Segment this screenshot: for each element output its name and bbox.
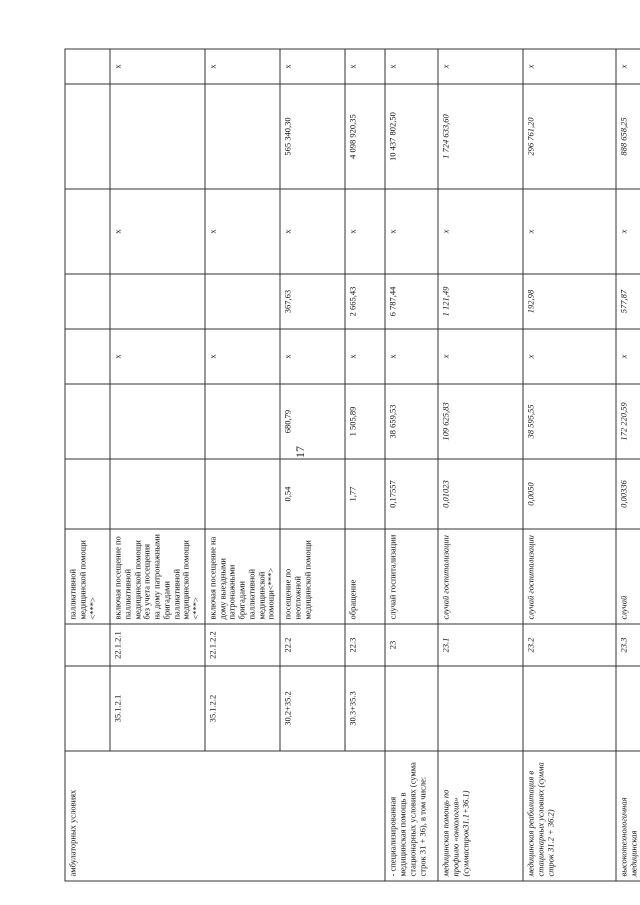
- unit-cell: паллиативной медицинской помощи <***>: [65, 529, 110, 624]
- unit-cell: случай госпитализации: [385, 529, 438, 624]
- value-cell: 888 658,25: [616, 84, 640, 189]
- cost-cell: 680,79: [280, 384, 345, 459]
- table-row: [616, 49, 640, 881]
- value-cell: [110, 274, 205, 329]
- code-cell: [616, 666, 640, 751]
- norm-cell: 0,00336: [616, 459, 640, 529]
- norm-cell: 1,77: [345, 459, 385, 529]
- line-cell: 22.3: [345, 624, 385, 666]
- x-cell: x: [385, 49, 438, 84]
- norm-cell: [205, 459, 280, 529]
- norm-cell: 0,54: [280, 459, 345, 529]
- value-cell: 367,63: [280, 274, 345, 329]
- x-cell: x: [110, 189, 205, 274]
- cost-cell: [110, 384, 205, 459]
- value-cell: 577,87: [616, 274, 640, 329]
- cost-cell: 172 220,59: [616, 384, 640, 459]
- x-cell: x: [385, 329, 438, 384]
- value-cell: 1 724 633,60: [438, 84, 523, 189]
- line-cell: 23.1: [438, 624, 523, 666]
- code-cell: [65, 666, 110, 751]
- line-cell: 23: [385, 624, 438, 666]
- x-cell: x: [438, 189, 523, 274]
- value-cell: 1 121,49: [438, 274, 523, 329]
- value-cell: 192,98: [523, 274, 616, 329]
- x-cell: x: [280, 329, 345, 384]
- label-cell: медицинская помощь по профилю «онкология» (суммастрок31.1+36.1): [438, 751, 523, 881]
- line-cell: 23.2: [523, 624, 616, 666]
- value-cell: 296 761,20: [523, 84, 616, 189]
- cost-cell: 1 505,89: [345, 384, 385, 459]
- value-cell: 10 437 802,50: [385, 84, 438, 189]
- x-cell: x: [345, 49, 385, 84]
- cost-cell: 38 659,53: [385, 384, 438, 459]
- x-cell: x: [205, 329, 280, 384]
- cost-cell: 109 625,83: [438, 384, 523, 459]
- x-cell: x: [523, 189, 616, 274]
- label-cell: медицинская реабилитация в стационарных условиях (сумма строк 31.2 + 36.2): [523, 751, 616, 881]
- norm-cell: 0,01023: [438, 459, 523, 529]
- value-cell: 2 665,43: [345, 274, 385, 329]
- x-cell: x: [523, 329, 616, 384]
- label-cell: - специализированная медицинская помощь в стационарных условиях (сумма строк 31 + 36), в том числе:: [385, 751, 438, 881]
- x-cell: x: [345, 189, 385, 274]
- norm-cell: 0,17557: [385, 459, 438, 529]
- table-row: [65, 49, 110, 881]
- merged-label-cell: амбулаторных условиях: [65, 751, 385, 881]
- x-cell: [65, 189, 110, 274]
- norm-cell: [110, 459, 205, 529]
- x-cell: x: [280, 49, 345, 84]
- unit-cell: случай госпитализации: [523, 529, 616, 624]
- unit-cell: включая посещение на дому выездными патронажными бригадами паллиативной медицинской помощи<***>: [205, 529, 280, 624]
- line-cell: [65, 624, 110, 666]
- x-cell: x: [280, 189, 345, 274]
- x-cell: x: [205, 189, 280, 274]
- value-cell: [205, 84, 280, 189]
- line-cell: 22.1.2.1: [110, 624, 205, 666]
- value-cell: [205, 274, 280, 329]
- code-cell: [438, 666, 523, 751]
- x-cell: x: [616, 189, 640, 274]
- x-cell: x: [523, 49, 616, 84]
- x-cell: x: [616, 49, 640, 84]
- code-cell: 35.1.2.1: [110, 666, 205, 751]
- x-cell: x: [345, 329, 385, 384]
- x-cell: x: [438, 49, 523, 84]
- value-cell: 6 787,44: [385, 274, 438, 329]
- x-cell: x: [616, 329, 640, 384]
- unit-cell: случай: [616, 529, 640, 624]
- x-cell: x: [110, 329, 205, 384]
- norm-cell: 0,0050: [523, 459, 616, 529]
- unit-cell: обращение: [345, 529, 385, 624]
- value-cell: [110, 84, 205, 189]
- value-cell: [65, 84, 110, 189]
- cost-cell: [65, 384, 110, 459]
- x-cell: [65, 329, 110, 384]
- page-number: 17: [293, 446, 307, 458]
- financing-table: [65, 48, 640, 881]
- code-cell: [385, 666, 438, 751]
- code-cell: [523, 666, 616, 751]
- value-cell: [65, 274, 110, 329]
- unit-cell: случай госпитализации: [438, 529, 523, 624]
- norm-cell: [65, 459, 110, 529]
- table-row: [385, 49, 438, 881]
- value-cell: 4 098 920,35: [345, 84, 385, 189]
- rotated-table-wrapper: [65, 49, 639, 881]
- unit-cell: посещение по неотложной медицинской помощи: [280, 529, 345, 624]
- x-cell: x: [438, 329, 523, 384]
- table-row: [523, 49, 616, 881]
- table-row: [438, 49, 523, 881]
- cost-cell: [205, 384, 280, 459]
- line-cell: 22.1.2.2: [205, 624, 280, 666]
- x-cell: x: [385, 189, 438, 274]
- value-cell: 565 340,30: [280, 84, 345, 189]
- x-cell: x: [205, 49, 280, 84]
- cost-cell: 38 595,55: [523, 384, 616, 459]
- code-cell: 30,2+35.2: [280, 666, 345, 751]
- line-cell: 22.2: [280, 624, 345, 666]
- x-cell: x: [110, 49, 205, 84]
- label-cell: высокотехнологичная медицинская: [616, 751, 640, 881]
- x-cell: [65, 49, 110, 84]
- code-cell: 30.3+35.3: [345, 666, 385, 751]
- code-cell: 35.1.2.2: [205, 666, 280, 751]
- line-cell: 23.3: [616, 624, 640, 666]
- unit-cell: включая посещение по паллиативной медицинской помощи без учета посещения на дому патронажными бригадами паллиативной медицинской помощи <***>: [110, 529, 205, 624]
